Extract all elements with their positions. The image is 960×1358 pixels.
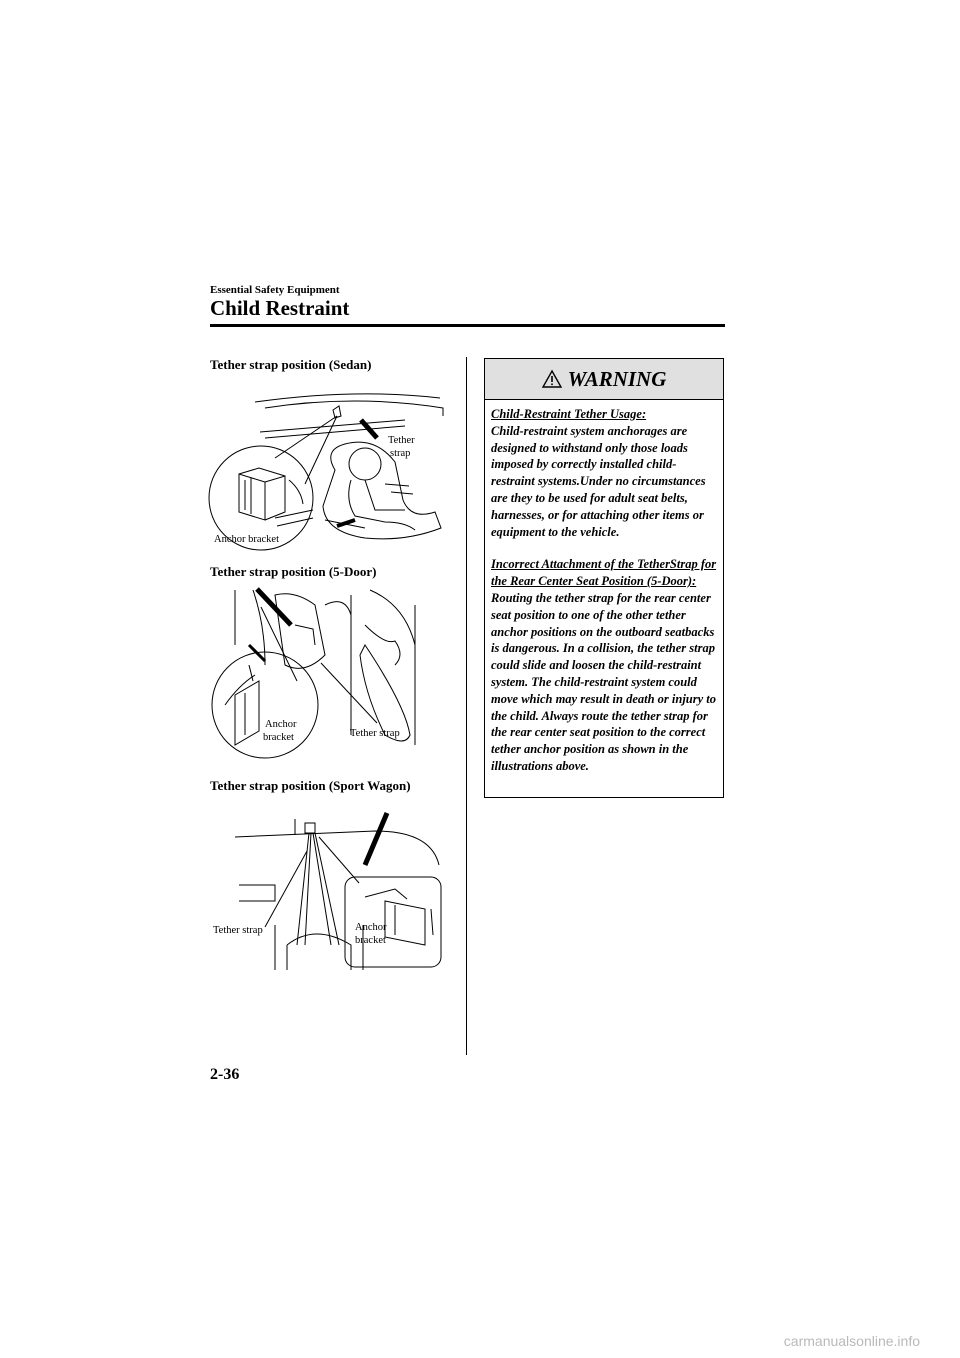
callout-anchor-bracket-wagon-1: Anchor xyxy=(355,922,387,933)
page-number: 2-36 xyxy=(210,1066,240,1083)
page-title: Child Restraint xyxy=(210,296,350,320)
figure-title-5door: Tether strap position (5-Door) xyxy=(210,564,377,579)
column-divider xyxy=(466,357,467,1055)
callout-tether-strap-wagon: Tether strap xyxy=(213,925,263,936)
callout-anchor-bracket-5door-2: bracket xyxy=(263,732,294,743)
warning-box xyxy=(484,358,724,798)
warning-paragraph-incorrect-attachment: Routing the tether strap for the rear center seat position to one of the other tether anchor positions on the outboard seatbacks is dangerous. In a collision, the tether strap could slide and loosen the child-restraint system. The child-restraint system could move which may result in death or injury to the child. Always route the tether strap for the rear center seat position to the correct tether anchor position as shown in the illustrations above. xyxy=(491,590,717,773)
figure-title-sedan: Tether strap position (Sedan) xyxy=(210,357,372,372)
section-label: Essential Safety Equipment xyxy=(210,284,340,296)
callout-anchor-bracket-sedan: Anchor bracket xyxy=(214,534,280,545)
watermark: carmanualsonline.info xyxy=(783,1333,920,1349)
header-rule xyxy=(210,324,725,327)
sedan-illustration xyxy=(205,380,460,555)
warning-subheading-tether-usage: Child-Restraint Tether Usage: xyxy=(491,407,647,421)
figure-title-sport-wagon: Tether strap position (Sport Wagon) xyxy=(210,778,411,793)
callout-anchor-bracket-wagon-2: bracket xyxy=(355,935,386,946)
sport-wagon-illustration xyxy=(235,805,450,970)
warning-heading: WARNING xyxy=(567,366,667,391)
warning-subheading-incorrect-attachment: Incorrect Attachment of the TetherStrap for the Rear Center Seat Position (5-Door): xyxy=(491,557,717,589)
callout-tether-strap-5door: Tether strap xyxy=(350,728,400,739)
warning-body xyxy=(485,400,723,775)
warning-header xyxy=(485,359,723,400)
warning-paragraph-tether-usage: Child-restraint system anchorages are designed to withstand only those loads imposed by correctly installed child-restraint systems.Under no circumstances are they to be used for adult seat belts, harnesses, or for attaching other items or equipment to the vehicle. xyxy=(491,423,706,539)
warning-triangle-icon xyxy=(542,370,562,388)
callout-tether-strap-sedan-2: strap xyxy=(390,448,411,459)
callout-anchor-bracket-5door-1: Anchor xyxy=(265,719,297,730)
callout-tether-strap-sedan-1: Tether xyxy=(388,435,415,446)
